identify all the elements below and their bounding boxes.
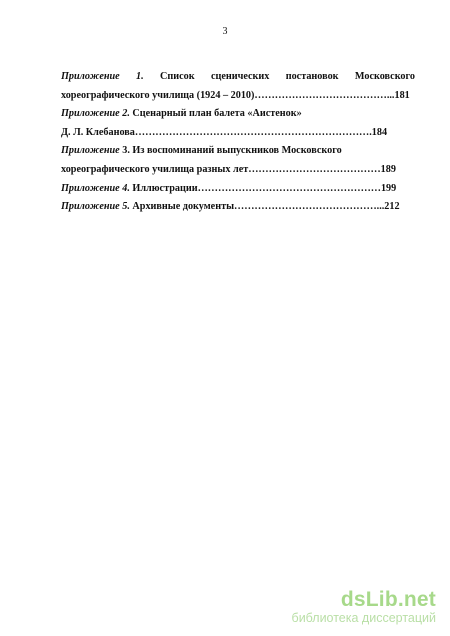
toc-entry-label: Приложение 4.	[61, 182, 130, 194]
toc-entry-label: Приложение 2.	[61, 108, 130, 120]
watermark-tagline: библиотека диссертаций	[291, 611, 436, 625]
toc-entry-title: Сценарный план балета «Аистенок»	[129, 108, 302, 120]
site-watermark	[246, 589, 436, 626]
toc-entry-label: Приложение 5.	[61, 201, 130, 213]
toc-entry-appendix-1[interactable]	[61, 68, 415, 105]
toc-entry-appendix-5[interactable]	[61, 198, 415, 217]
toc-line	[61, 105, 415, 124]
toc-line	[61, 198, 415, 217]
watermark-logo: dsLib.net	[340, 588, 436, 611]
toc-entry-appendix-3[interactable]	[61, 142, 415, 179]
toc-entry-continuation: хореографического училища (1924 – 2010)…………………………………...181	[61, 89, 410, 101]
toc-entry-title: Архивные документы……………………………………...212	[129, 201, 400, 213]
toc-entry-appendix-4[interactable]	[61, 180, 415, 199]
toc-entry-title: Список сценических постановок Московского	[143, 71, 415, 82]
toc-entry-continuation: Д. Л. Клебанова…………………………………………………………….184	[61, 126, 388, 138]
toc-line	[61, 142, 415, 161]
page-number: 3	[222, 26, 228, 37]
toc-entry-appendix-2[interactable]	[61, 105, 415, 142]
toc-entry-title: Иллюстрации………………………………………………199	[129, 182, 397, 194]
toc-entry-continuation: хореографического училища разных лет…………………………………189	[61, 163, 396, 175]
toc-entry-label: Приложение	[61, 145, 120, 157]
toc-line	[61, 180, 415, 199]
toc-entry-label: Приложение 1.	[61, 71, 144, 82]
toc-entry-title: 3. Из воспоминаний выпускников Московского	[119, 145, 342, 157]
table-of-contents	[61, 68, 415, 217]
toc-line	[61, 68, 415, 87]
